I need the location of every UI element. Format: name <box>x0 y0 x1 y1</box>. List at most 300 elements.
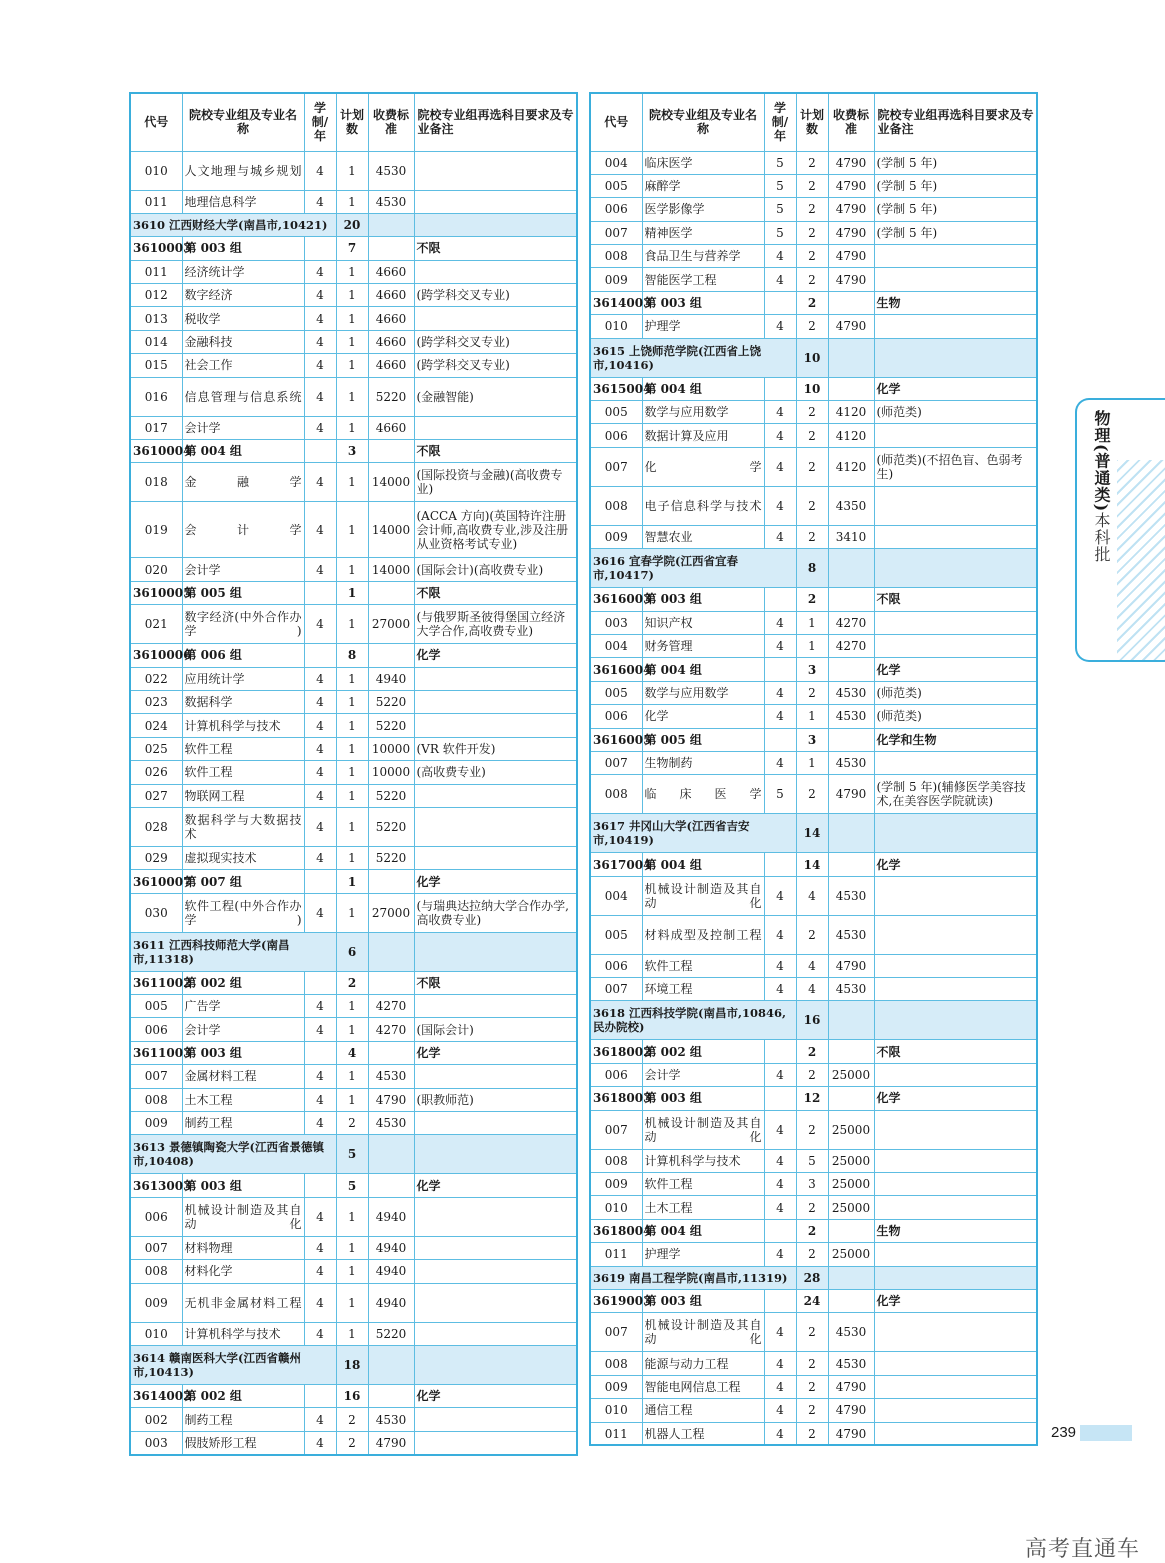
group-code: 3617004 <box>590 853 642 876</box>
group-requirement: 化学 <box>414 870 577 893</box>
major-name: 计算机科学与技术 <box>182 1322 304 1345</box>
school-name: 3615 上饶师范学院(江西省上饶市,10416) <box>590 338 796 377</box>
major-code: 017 <box>130 416 182 439</box>
major-fee: 4530 <box>368 151 414 190</box>
major-row <box>130 1236 577 1259</box>
group-plan: 1 <box>336 870 368 893</box>
major-row <box>130 284 577 307</box>
major-plan: 1 <box>336 260 368 283</box>
empty-cell <box>828 1290 874 1313</box>
major-row <box>590 1243 1037 1266</box>
header-code: 代号 <box>590 93 642 151</box>
major-years: 4 <box>764 1110 796 1149</box>
major-name: 金属材料工程 <box>182 1065 304 1088</box>
major-name: 食品卫生与营养学 <box>642 245 764 268</box>
major-fee: 4660 <box>368 260 414 283</box>
major-years: 4 <box>304 330 336 353</box>
major-name: 金融学 <box>182 463 304 502</box>
major-row <box>590 151 1037 174</box>
major-row <box>590 486 1037 525</box>
major-name: 智能电网信息工程 <box>642 1375 764 1398</box>
major-years: 4 <box>304 416 336 439</box>
major-plan: 2 <box>796 1110 828 1149</box>
major-remarks: (金融智能) <box>414 377 577 416</box>
group-plan: 7 <box>336 237 368 260</box>
group-code: 3614003 <box>590 291 642 314</box>
empty-cell <box>414 1346 577 1385</box>
school-row <box>590 338 1037 377</box>
header-years: 学制/年 <box>304 93 336 151</box>
group-requirement: 生物 <box>874 1219 1037 1242</box>
major-years: 4 <box>304 1018 336 1041</box>
group-requirement: 不限 <box>874 588 1037 611</box>
major-code: 006 <box>590 954 642 977</box>
school-plan-total: 20 <box>336 213 368 236</box>
major-plan: 1 <box>336 761 368 784</box>
group-requirement: 化学 <box>874 853 1037 876</box>
major-row <box>130 807 577 846</box>
major-fee: 4790 <box>828 954 874 977</box>
major-row <box>130 260 577 283</box>
major-row <box>130 1283 577 1322</box>
group-row <box>590 377 1037 400</box>
major-remarks <box>874 1173 1037 1196</box>
major-fee: 4120 <box>828 401 874 424</box>
header-requirements: 院校专业组再选科目要求及专业备注 <box>874 93 1037 151</box>
major-years: 4 <box>304 284 336 307</box>
group-plan: 16 <box>336 1385 368 1408</box>
major-code: 002 <box>130 1408 182 1431</box>
group-row <box>130 440 577 463</box>
major-plan: 1 <box>796 751 828 774</box>
page-number-bar <box>1048 1425 1132 1441</box>
empty-cell <box>764 658 796 681</box>
major-years: 4 <box>304 1065 336 1088</box>
empty-cell <box>874 1001 1037 1040</box>
major-years: 4 <box>764 1063 796 1086</box>
major-remarks <box>874 876 1037 915</box>
major-remarks <box>414 667 577 690</box>
major-name: 社会工作 <box>182 354 304 377</box>
major-name: 能源与动力工程 <box>642 1352 764 1375</box>
major-years: 4 <box>764 1173 796 1196</box>
major-years: 5 <box>764 775 796 814</box>
major-name: 材料成型及控制工程 <box>642 915 764 954</box>
major-remarks <box>414 690 577 713</box>
major-row <box>130 463 577 502</box>
major-fee: 5220 <box>368 690 414 713</box>
empty-cell <box>368 213 414 236</box>
major-plan: 2 <box>796 1399 828 1422</box>
major-name: 机械设计制造及其自动化 <box>182 1197 304 1236</box>
empty-cell <box>874 549 1037 588</box>
major-name: 机械设计制造及其自动化 <box>642 876 764 915</box>
group-requirement: 化学 <box>414 1174 577 1197</box>
empty-cell <box>764 588 796 611</box>
major-years: 4 <box>304 784 336 807</box>
major-code: 022 <box>130 667 182 690</box>
major-name: 知识产权 <box>642 611 764 634</box>
major-name: 税收学 <box>182 307 304 330</box>
major-years: 4 <box>764 751 796 774</box>
major-row <box>590 174 1037 197</box>
major-fee: 4530 <box>368 190 414 213</box>
major-plan: 1 <box>336 307 368 330</box>
empty-cell <box>304 1385 336 1408</box>
side-tab-main-label: 物理(普通类) <box>1092 410 1111 513</box>
major-remarks <box>874 1243 1037 1266</box>
school-name: 3611 江西科技师范大学(南昌市,11318) <box>130 932 336 971</box>
major-plan: 4 <box>796 954 828 977</box>
major-row <box>590 1149 1037 1172</box>
major-code: 009 <box>590 268 642 291</box>
major-code: 007 <box>590 221 642 244</box>
major-fee: 4940 <box>368 1260 414 1283</box>
major-plan: 2 <box>796 525 828 548</box>
major-remarks <box>874 315 1037 338</box>
major-name: 护理学 <box>642 315 764 338</box>
major-remarks <box>414 307 577 330</box>
major-remarks: (与俄罗斯圣彼得堡国立经济大学合作,高收费专业) <box>414 605 577 644</box>
group-row <box>590 291 1037 314</box>
major-name: 物联网工程 <box>182 784 304 807</box>
major-years: 4 <box>764 1352 796 1375</box>
group-row <box>130 971 577 994</box>
major-fee: 25000 <box>828 1243 874 1266</box>
major-row <box>130 558 577 581</box>
school-row <box>590 814 1037 853</box>
major-fee: 4790 <box>828 1375 874 1398</box>
major-row <box>130 1408 577 1431</box>
major-plan: 2 <box>796 424 828 447</box>
group-requirement: 不限 <box>414 581 577 604</box>
major-code: 008 <box>590 775 642 814</box>
major-row <box>590 681 1037 704</box>
major-code: 004 <box>590 151 642 174</box>
major-code: 011 <box>130 260 182 283</box>
major-code: 003 <box>130 1431 182 1454</box>
school-plan-total: 28 <box>796 1266 828 1289</box>
school-row <box>590 1001 1037 1040</box>
major-name: 机械设计制造及其自动化 <box>642 1110 764 1149</box>
major-years: 4 <box>304 605 336 644</box>
major-plan: 1 <box>336 354 368 377</box>
page-number: 239 <box>1048 1425 1076 1441</box>
major-row <box>590 775 1037 814</box>
major-name: 会计学 <box>182 416 304 439</box>
major-years: 4 <box>764 634 796 657</box>
school-row <box>130 1135 577 1174</box>
major-code: 011 <box>130 190 182 213</box>
group-plan: 3 <box>336 440 368 463</box>
major-fee: 4790 <box>828 268 874 291</box>
major-plan: 1 <box>336 284 368 307</box>
side-tab-hatch <box>1117 460 1165 662</box>
major-code: 008 <box>590 1352 642 1375</box>
major-fee: 4270 <box>828 634 874 657</box>
major-row <box>130 330 577 353</box>
major-row <box>590 705 1037 728</box>
empty-cell <box>828 549 874 588</box>
major-code: 005 <box>590 915 642 954</box>
major-code: 005 <box>590 401 642 424</box>
group-code: 3618003 <box>590 1087 642 1110</box>
header-plan: 计划数 <box>796 93 828 151</box>
major-row <box>130 846 577 869</box>
major-row <box>590 424 1037 447</box>
major-fee: 4530 <box>828 751 874 774</box>
group-name: 第 002 组 <box>642 1040 764 1063</box>
major-fee: 5220 <box>368 377 414 416</box>
major-plan: 3 <box>796 1173 828 1196</box>
major-years: 4 <box>764 245 796 268</box>
major-remarks: (职教师范) <box>414 1088 577 1111</box>
major-remarks <box>874 245 1037 268</box>
major-code: 009 <box>590 1173 642 1196</box>
major-years: 4 <box>764 447 796 486</box>
empty-cell <box>304 971 336 994</box>
header-fee: 收费标准 <box>828 93 874 151</box>
major-years: 4 <box>304 260 336 283</box>
group-plan: 2 <box>796 588 828 611</box>
major-remarks <box>414 1197 577 1236</box>
major-plan: 1 <box>796 705 828 728</box>
group-plan: 2 <box>796 291 828 314</box>
major-code: 029 <box>130 846 182 869</box>
major-row <box>130 605 577 644</box>
major-code: 019 <box>130 502 182 558</box>
group-row <box>130 644 577 667</box>
major-fee: 4530 <box>828 978 874 1001</box>
major-fee: 4940 <box>368 667 414 690</box>
major-row <box>130 190 577 213</box>
major-name: 医学影像学 <box>642 198 764 221</box>
major-plan: 2 <box>796 221 828 244</box>
major-name: 数据科学与大数据技术 <box>182 807 304 846</box>
major-code: 009 <box>590 1375 642 1398</box>
header-code: 代号 <box>130 93 182 151</box>
major-plan: 2 <box>796 486 828 525</box>
header-requirements: 院校专业组再选科目要求及专业备注 <box>414 93 577 151</box>
major-years: 4 <box>304 151 336 190</box>
empty-cell <box>764 1290 796 1313</box>
group-code: 3610003 <box>130 237 182 260</box>
group-code: 3618004 <box>590 1219 642 1242</box>
side-tab-text <box>1083 410 1113 563</box>
major-code: 008 <box>130 1088 182 1111</box>
major-name: 护理学 <box>642 1243 764 1266</box>
group-plan: 12 <box>796 1087 828 1110</box>
major-name: 经济统计学 <box>182 260 304 283</box>
major-years: 4 <box>764 1196 796 1219</box>
major-code: 003 <box>590 611 642 634</box>
group-plan: 3 <box>796 728 828 751</box>
major-code: 007 <box>590 447 642 486</box>
major-name: 通信工程 <box>642 1399 764 1422</box>
major-years: 4 <box>304 995 336 1018</box>
major-fee: 4530 <box>828 1313 874 1352</box>
major-fee: 4120 <box>828 424 874 447</box>
major-code: 004 <box>590 634 642 657</box>
major-fee: 4530 <box>368 1408 414 1431</box>
major-code: 006 <box>590 1063 642 1086</box>
group-code: 3610006 <box>130 644 182 667</box>
major-fee: 5220 <box>368 714 414 737</box>
empty-cell <box>764 377 796 400</box>
major-name: 土木工程 <box>642 1196 764 1219</box>
major-name: 软件工程 <box>642 1173 764 1196</box>
major-row <box>590 1173 1037 1196</box>
school-plan-total: 6 <box>336 932 368 971</box>
group-row <box>590 1290 1037 1313</box>
group-requirement: 化学和生物 <box>874 728 1037 751</box>
watermark: 高考直通车 <box>1025 1537 1141 1562</box>
major-remarks <box>874 1313 1037 1352</box>
major-plan: 1 <box>336 416 368 439</box>
major-remarks <box>414 807 577 846</box>
major-fee: 4940 <box>368 1236 414 1259</box>
major-plan: 2 <box>796 1422 828 1445</box>
major-name: 会计学 <box>182 1018 304 1041</box>
empty-cell <box>368 1385 414 1408</box>
major-name: 信息管理与信息系统 <box>182 377 304 416</box>
group-row <box>590 1087 1037 1110</box>
major-years: 4 <box>764 681 796 704</box>
group-name: 第 003 组 <box>182 1041 304 1064</box>
major-name: 应用统计学 <box>182 667 304 690</box>
major-fee: 25000 <box>828 1173 874 1196</box>
group-plan: 4 <box>336 1041 368 1064</box>
group-code: 3616003 <box>590 588 642 611</box>
empty-cell <box>304 440 336 463</box>
major-plan: 2 <box>336 1431 368 1454</box>
empty-cell <box>368 644 414 667</box>
major-name: 电子信息科学与技术 <box>642 486 764 525</box>
group-plan: 2 <box>796 1219 828 1242</box>
major-remarks <box>874 954 1037 977</box>
empty-cell <box>828 728 874 751</box>
major-years: 4 <box>764 486 796 525</box>
major-years: 4 <box>304 737 336 760</box>
major-years: 5 <box>764 198 796 221</box>
major-remarks <box>874 634 1037 657</box>
major-plan: 1 <box>336 807 368 846</box>
school-plan-total: 16 <box>796 1001 828 1040</box>
major-code: 006 <box>130 1197 182 1236</box>
empty-cell <box>828 1001 874 1040</box>
group-name: 第 004 组 <box>182 440 304 463</box>
school-row <box>130 932 577 971</box>
major-years: 4 <box>764 1243 796 1266</box>
major-fee: 4790 <box>828 245 874 268</box>
major-plan: 1 <box>336 846 368 869</box>
major-remarks: (学制 5 年) <box>874 198 1037 221</box>
major-years: 4 <box>764 611 796 634</box>
major-fee: 4530 <box>828 915 874 954</box>
major-remarks: (学制 5 年) <box>874 174 1037 197</box>
major-name: 软件工程 <box>642 954 764 977</box>
major-remarks <box>874 1399 1037 1422</box>
major-plan: 2 <box>796 174 828 197</box>
major-plan: 1 <box>336 667 368 690</box>
major-code: 024 <box>130 714 182 737</box>
major-code: 021 <box>130 605 182 644</box>
major-years: 4 <box>304 893 336 932</box>
group-code: 3611002 <box>130 971 182 994</box>
major-fee: 4790 <box>828 1399 874 1422</box>
major-row <box>130 354 577 377</box>
major-row <box>130 377 577 416</box>
major-remarks: (VR 软件开发) <box>414 737 577 760</box>
major-row <box>590 447 1037 486</box>
empty-cell <box>764 291 796 314</box>
major-fee: 4270 <box>828 611 874 634</box>
major-code: 011 <box>590 1243 642 1266</box>
major-code: 018 <box>130 463 182 502</box>
major-plan: 1 <box>336 463 368 502</box>
major-years: 4 <box>304 1088 336 1111</box>
group-code: 3610004 <box>130 440 182 463</box>
major-plan: 2 <box>796 245 828 268</box>
major-remarks <box>414 190 577 213</box>
major-plan: 1 <box>336 1260 368 1283</box>
empty-cell <box>828 814 874 853</box>
group-code: 3610007 <box>130 870 182 893</box>
empty-cell <box>368 237 414 260</box>
major-years: 4 <box>304 502 336 558</box>
major-years: 4 <box>304 1197 336 1236</box>
school-row <box>590 1266 1037 1289</box>
major-name: 会计学 <box>642 1063 764 1086</box>
empty-cell <box>304 581 336 604</box>
major-remarks: (跨学科交叉专业) <box>414 284 577 307</box>
major-remarks: (国际会计)(高收费专业) <box>414 558 577 581</box>
major-row <box>130 1197 577 1236</box>
major-fee: 4350 <box>828 486 874 525</box>
major-row <box>130 1260 577 1283</box>
major-years: 4 <box>764 268 796 291</box>
major-plan: 1 <box>336 330 368 353</box>
major-years: 4 <box>764 876 796 915</box>
major-code: 012 <box>130 284 182 307</box>
major-years: 4 <box>304 1322 336 1345</box>
major-row <box>130 1065 577 1088</box>
major-fee: 14000 <box>368 502 414 558</box>
major-row <box>590 1063 1037 1086</box>
major-code: 009 <box>590 525 642 548</box>
empty-cell <box>764 728 796 751</box>
major-fee: 3410 <box>828 525 874 548</box>
empty-cell <box>304 1041 336 1064</box>
major-remarks: (与瑞典达拉纳大学合作办学,高收费专业) <box>414 893 577 932</box>
side-tab-sub-label: 本科批 <box>1092 512 1111 564</box>
empty-cell <box>874 1266 1037 1289</box>
major-name: 临床医学 <box>642 151 764 174</box>
major-code: 028 <box>130 807 182 846</box>
group-row <box>130 581 577 604</box>
major-fee: 4660 <box>368 307 414 330</box>
major-code: 023 <box>130 690 182 713</box>
major-row <box>130 1018 577 1041</box>
major-name: 土木工程 <box>182 1088 304 1111</box>
school-row <box>130 1346 577 1385</box>
school-row <box>130 213 577 236</box>
major-remarks <box>414 995 577 1018</box>
major-remarks <box>874 424 1037 447</box>
major-remarks <box>874 611 1037 634</box>
major-plan: 2 <box>796 1313 828 1352</box>
major-years: 4 <box>304 714 336 737</box>
